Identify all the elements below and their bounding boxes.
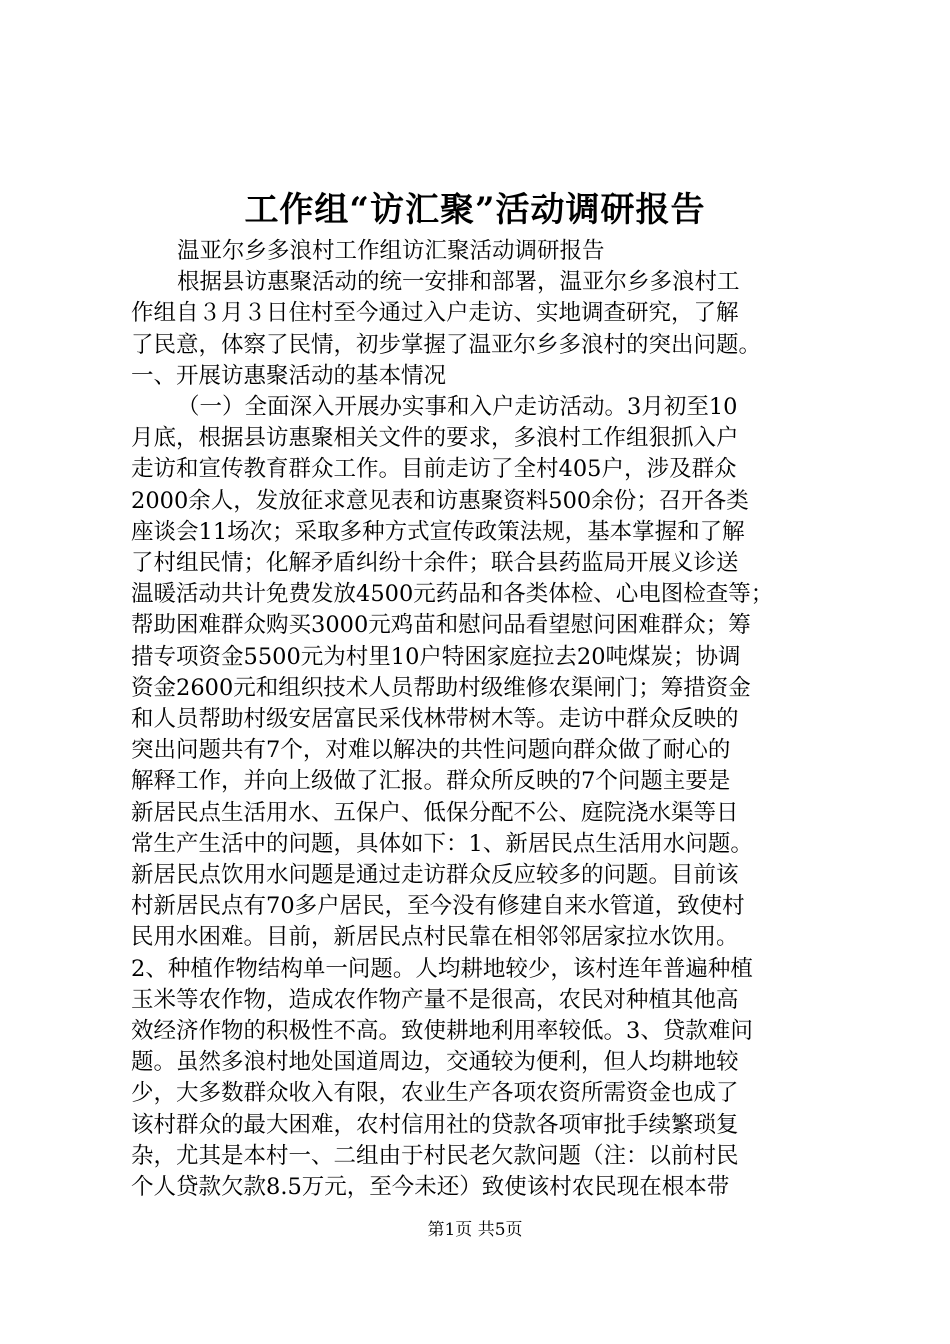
body-line: 措专项资金5500元为村里10户特困家庭拉去20吨煤炭；协调 <box>131 643 741 670</box>
body-line: 了村组民情；化解矛盾纠纷十余件；联合县药监局开展义诊送 <box>131 550 739 577</box>
body-line: 杂，尤其是本村一、二组由于村民老欠款问题（注：以前村民 <box>131 1142 739 1169</box>
document-body <box>131 236 837 1203</box>
body-line: 玉米等农作物，造成农作物产量不是很高，农民对种植其他高 <box>131 986 739 1013</box>
body-line: 该村群众的最大困难，农村信用社的贷款各项审批手续繁琐复 <box>131 1111 739 1138</box>
body-line: 少，大多数群众收入有限，农业生产各项农资所需资金也成了 <box>131 1080 739 1107</box>
body-line: 走访和宣传教育群众工作。目前走访了全村405户，涉及群众 <box>131 456 737 483</box>
body-line: 座谈会11场次；采取多种方式宣传政策法规，基本掌握和了解 <box>131 518 745 545</box>
page-footer: 第1页 共5页 <box>427 1220 523 1240</box>
document-title: 工作组“访汇聚”活动调研报告 <box>244 190 706 230</box>
body-line: 2000余人，发放征求意见表和访惠聚资料500余份；召开各类 <box>131 487 749 514</box>
body-line: 一、开展访惠聚活动的基本情况 <box>131 362 447 389</box>
body-line: 了民意，体察了民情，初步掌握了温亚尔乡多浪村的突出问题。 <box>131 331 762 358</box>
body-line: （一）全面深入开展办实事和入户走访活动。3月初至10 <box>177 394 738 421</box>
body-line: 效经济作物的积极性不高。致使耕地利用率较低。3、贷款难问 <box>131 1018 753 1045</box>
body-line: 温暖活动共计免费发放4500元药品和各类体检、心电图检查等； <box>131 581 774 608</box>
body-line: 个人贷款欠款8.5万元，至今未还）致使该村农民现在根本带 <box>131 1174 730 1201</box>
body-line: 帮助困难群众购买3000元鸡苗和慰问品看望慰问困难群众；筹 <box>131 612 751 639</box>
body-line: 题。虽然多浪村地处国道周边，交通较为便利，但人均耕地较 <box>131 1049 739 1076</box>
body-line: 2、种植作物结构单一问题。人均耕地较少，该村连年普遍种植 <box>131 955 753 982</box>
body-line: 作组自３月３日住村至今通过入户走访、实地调查研究，了解 <box>131 300 739 327</box>
body-line: 温亚尔乡多浪村工作组访汇聚活动调研报告 <box>177 238 605 264</box>
body-line: 新居民点生活用水、五保户、低保分配不公、庭院浇水渠等日 <box>131 799 739 826</box>
body-line: 根据县访惠聚活动的统一安排和部署，温亚尔乡多浪村工 <box>177 269 740 296</box>
body-line: 民用水困难。目前，新居民点村民靠在相邻邻居家拉水饮用。 <box>131 924 739 951</box>
body-line: 新居民点饮用水问题是通过走访群众反应较多的问题。目前该 <box>131 862 739 889</box>
body-line: 和人员帮助村级安居富民采伐林带树木等。走访中群众反映的 <box>131 706 739 733</box>
body-line: 解释工作，并向上级做了汇报。群众所反映的7个问题主要是 <box>131 768 731 795</box>
body-line: 资金2600元和组织技术人员帮助村级维修农渠闸门；筹措资金 <box>131 674 751 701</box>
body-line: 突出问题共有7个，对难以解决的共性问题向群众做了耐心的 <box>131 737 731 764</box>
body-line: 村新居民点有70多户居民，至今没有修建自来水管道，致使村 <box>131 893 745 920</box>
body-line: 常生产生活中的问题，具体如下：1、新居民点生活用水问题。 <box>131 830 753 857</box>
body-line: 月底，根据县访惠聚相关文件的要求，多浪村工作组狠抓入户 <box>131 425 739 452</box>
